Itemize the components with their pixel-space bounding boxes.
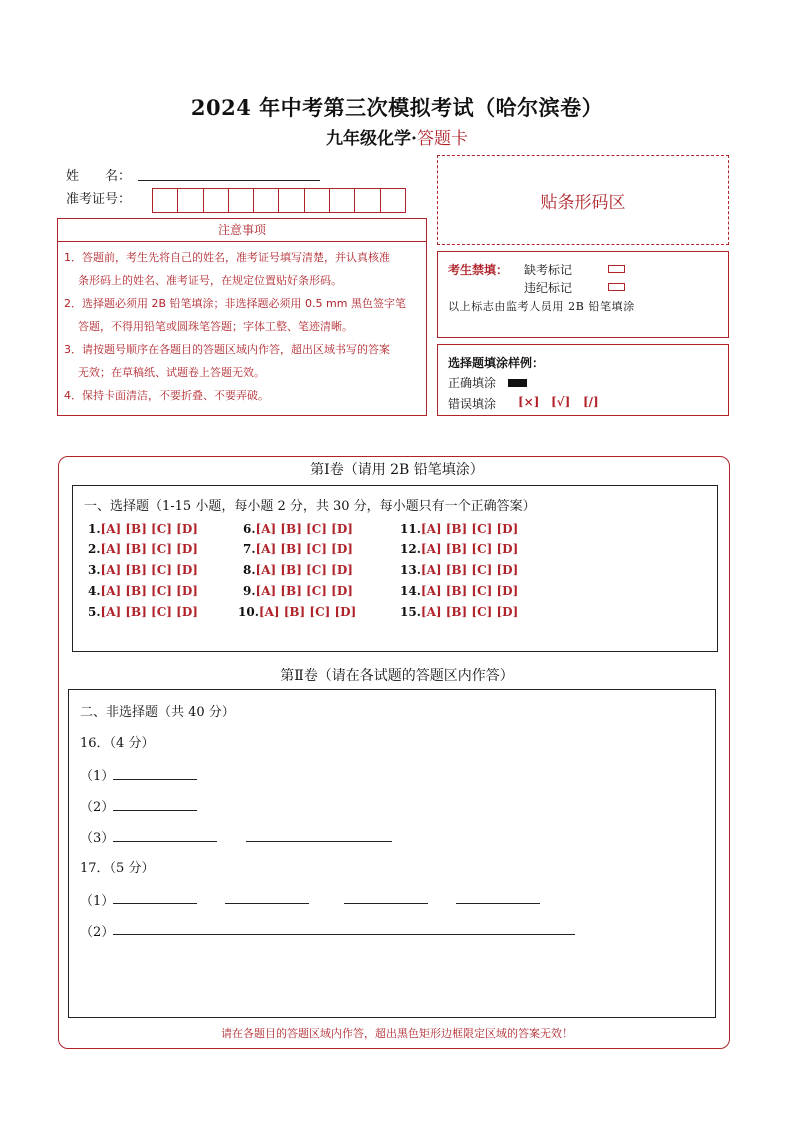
q17-part1-answer-line-a[interactable] [113, 903, 197, 904]
page-subtitle [0, 124, 794, 149]
mc-options[interactable]: [A] [B] [C] [D] [420, 522, 519, 536]
mc-question-8[interactable] [243, 563, 353, 577]
id-digit-box[interactable] [253, 188, 279, 213]
mc-number: 12. [400, 542, 421, 556]
q16-part3-answer-line-b[interactable] [246, 841, 392, 842]
subtitle-main: 九年级化学· [326, 129, 417, 149]
mc-question-6[interactable] [243, 522, 353, 536]
notice-body [57, 241, 427, 416]
id-digit-box[interactable] [329, 188, 355, 213]
id-label: 准考证号： [66, 192, 132, 207]
mc-question-1[interactable] [88, 522, 198, 536]
wrong-mark-check: [√] [551, 395, 571, 409]
mc-number: 4. [88, 584, 101, 598]
q17-part2-answer-line[interactable] [113, 934, 575, 935]
mc-number: 6. [243, 522, 256, 536]
id-digit-box[interactable] [152, 188, 178, 213]
mc-number: 14. [400, 584, 421, 598]
mc-question-15[interactable] [400, 605, 518, 619]
notice-item-1-cont: 条形码上的姓名、准考证号，在规定位置贴好条形码。 [78, 274, 342, 287]
mc-question-5[interactable] [88, 605, 198, 619]
page-title: 2024 年中考第三次模拟考试（哈尔滨卷） [190, 95, 604, 120]
non-choice-heading: 二、非选择题（共 40 分） [80, 705, 235, 720]
mc-number: 5. [88, 605, 101, 619]
mc-options[interactable]: [A] [B] [C] [D] [420, 542, 519, 556]
mc-number: 1. [88, 522, 101, 536]
id-digit-box[interactable] [228, 188, 254, 213]
mc-options[interactable]: [A] [B] [C] [D] [420, 584, 519, 598]
notice-item-2-cont: 答题，不得用铅笔或圆珠笔答题；字体工整、笔迹清晰。 [78, 320, 353, 333]
notice-item-1: 1．答题前，考生先将自己的姓名，准考证号填写清楚，并认真核准 [64, 251, 390, 264]
mc-question-13[interactable] [400, 563, 518, 577]
q17-part1-answer-line-b[interactable] [225, 903, 309, 904]
q16-part1-answer-line[interactable] [113, 779, 197, 780]
mc-question-2[interactable] [88, 542, 198, 556]
notice-item-3: 3．请按题号顺序在各题目的答题区域内作答，超出区域书写的答案 [64, 343, 390, 356]
mc-question-11[interactable] [400, 522, 518, 536]
id-digit-box[interactable] [203, 188, 229, 213]
mc-options[interactable]: [A] [B] [C] [D] [255, 522, 353, 536]
mc-number: 3. [88, 563, 101, 577]
mc-options[interactable]: [A] [B] [C] [D] [100, 522, 198, 536]
barcode-label: 贴条形码区 [540, 192, 626, 213]
id-digit-box[interactable] [380, 188, 406, 213]
examinee-forbidden-area [437, 251, 729, 338]
absent-mark-box[interactable] [608, 265, 625, 273]
mc-options[interactable]: [A] [B] [C] [D] [255, 563, 353, 577]
mc-question-4[interactable] [88, 584, 198, 598]
absent-mark-label: 缺考标记 [524, 263, 573, 277]
wrong-mark-slash: [/] [583, 395, 599, 409]
q16-part2-answer-line[interactable] [113, 810, 197, 811]
id-digit-box[interactable] [278, 188, 304, 213]
mc-options[interactable]: [A] [B] [C] [D] [100, 563, 198, 577]
footer-warning: 请在各题目的答题区域内作答，超出黑色矩形边框限定区域的答案无效！ [221, 1027, 573, 1040]
id-digit-box[interactable] [354, 188, 380, 213]
mc-options[interactable]: [A] [B] [C] [D] [100, 584, 198, 598]
section1-title: 第Ⅰ卷（请用 2B 铅笔填涂） [310, 462, 484, 478]
mc-question-9[interactable] [243, 584, 353, 598]
wrong-fill-label: 错误填涂 [448, 397, 497, 411]
mc-number: 9. [243, 584, 256, 598]
mc-options[interactable]: [A] [B] [C] [D] [255, 584, 353, 598]
notice-item-2: 2．选择题必须用 2B 铅笔填涂；非选择题必须用 0.5 mm 黑色签字笔 [64, 297, 406, 310]
section2-title: 第Ⅱ卷（请在各试题的答题区内作答） [280, 668, 514, 684]
mc-options[interactable]: [A] [B] [C] [D] [420, 605, 519, 619]
violation-mark-label: 违纪标记 [524, 281, 573, 295]
correct-fill-mark [508, 379, 527, 387]
q17-part1-answer-line-d[interactable] [456, 903, 540, 904]
mc-number: 7. [243, 542, 256, 556]
mc-number: 15. [400, 605, 421, 619]
question-17-label: 17．（5 分） [80, 861, 155, 876]
notice-item-4: 4．保持卡面清洁，不要折叠、不要弄破。 [64, 389, 269, 402]
fill-sample-area [437, 344, 729, 416]
name-field[interactable] [138, 180, 320, 181]
q17-part1-answer-line-c[interactable] [344, 903, 428, 904]
q16-part2-label: （2） [80, 800, 115, 815]
mc-options[interactable]: [A] [B] [C] [D] [420, 563, 519, 577]
q17-part1-label: （1） [80, 894, 115, 909]
mc-number: 10. [238, 605, 259, 619]
notice-title: 注意事项 [57, 218, 427, 242]
q17-part2-label: （2） [80, 925, 115, 940]
forbidden-title: 考生禁填： [448, 263, 509, 277]
mc-options[interactable]: [A] [B] [C] [D] [100, 605, 198, 619]
wrong-mark-cross: [×] [518, 395, 540, 409]
mc-number: 8. [243, 563, 256, 577]
q16-part1-label: （1） [80, 769, 115, 784]
q16-part3-answer-line-a[interactable] [113, 841, 217, 842]
notice-item-3-cont: 无效；在草稿纸、试题卷上答题无效。 [78, 366, 265, 379]
correct-fill-label: 正确填涂 [448, 376, 497, 390]
mc-options[interactable]: [A] [B] [C] [D] [255, 542, 353, 556]
id-digit-box[interactable] [177, 188, 203, 213]
mc-question-10[interactable] [238, 605, 356, 619]
mc-number: 11. [400, 522, 421, 536]
subtitle-red: 答题卡 [416, 129, 468, 149]
violation-mark-box[interactable] [608, 283, 625, 291]
mc-number: 13. [400, 563, 421, 577]
mc-question-7[interactable] [243, 542, 353, 556]
sample-title: 选择题填涂样例： [448, 356, 545, 370]
id-digit-box[interactable] [304, 188, 330, 213]
multiple-choice-heading: 一、选择题（1-15 小题，每小题 2 分，共 30 分，每小题只有一个正确答案） [84, 499, 536, 514]
question-16-label: 16．（4 分） [80, 736, 155, 751]
forbidden-note: 以上标志由监考人员用 2B 铅笔填涂 [448, 300, 635, 313]
mc-options[interactable]: [A] [B] [C] [D] [258, 605, 357, 619]
id-number-boxes[interactable] [152, 188, 405, 213]
mc-question-12[interactable] [400, 542, 518, 556]
mc-number: 2. [88, 542, 101, 556]
q16-part3-label: （3） [80, 831, 115, 846]
mc-question-14[interactable] [400, 584, 518, 598]
mc-options[interactable]: [A] [B] [C] [D] [100, 542, 198, 556]
non-choice-box [68, 689, 716, 1018]
mc-question-3[interactable] [88, 563, 198, 577]
name-label: 姓 名： [66, 169, 132, 184]
barcode-area [437, 155, 729, 245]
